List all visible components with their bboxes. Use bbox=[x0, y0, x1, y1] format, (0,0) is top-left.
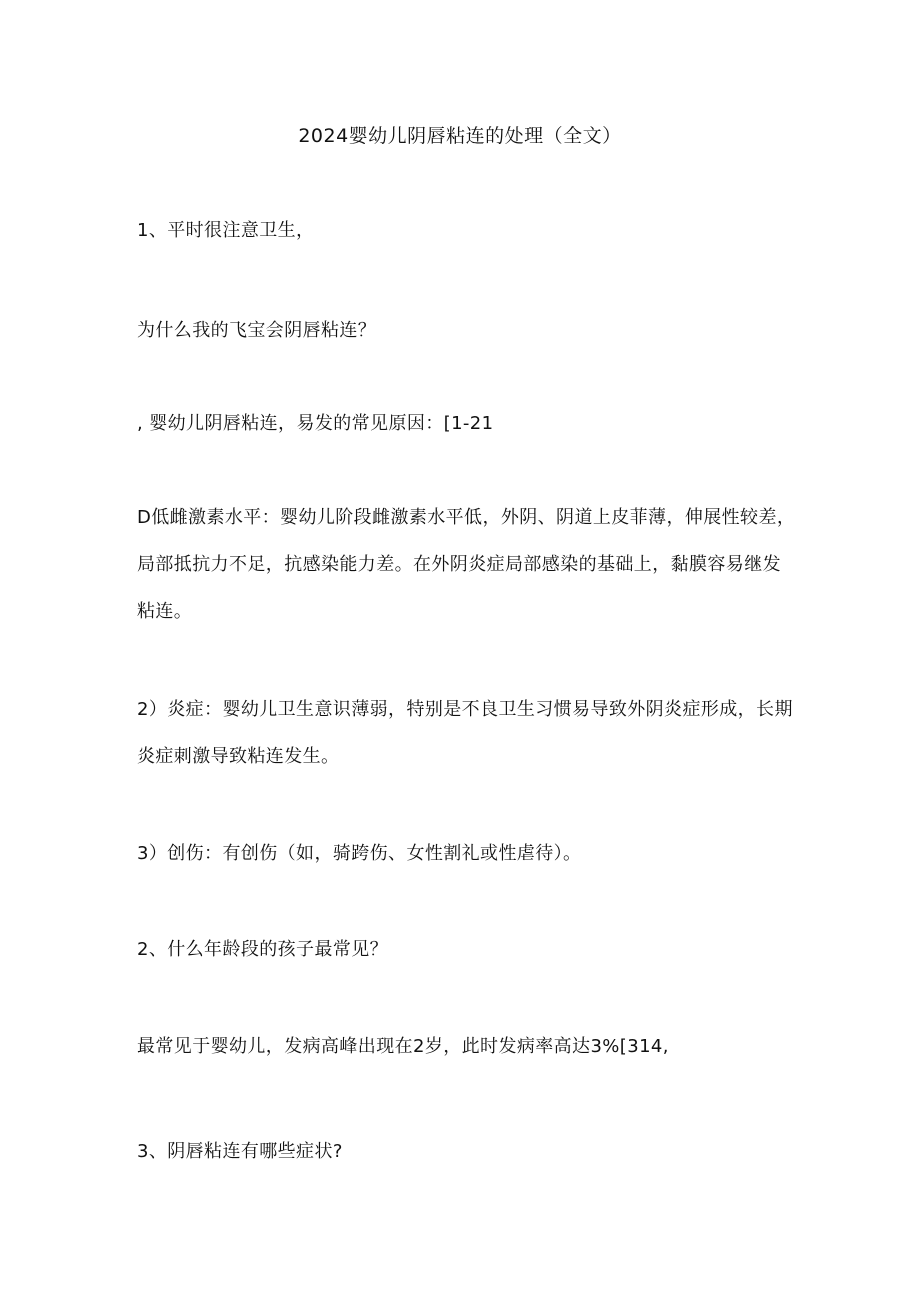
paragraph-question: 为什么我的飞宝会阴唇粘连？ bbox=[137, 320, 377, 341]
document-title: 2024婴幼儿阴唇粘连的处理（全文） bbox=[298, 125, 622, 147]
paragraph-cause-estrogen: D低雌激素水平：婴幼儿阶段雌激素水平低，外阴、阴道上皮菲薄，伸展性较差，局部抵抗力不足，抗感染能力差。在外阴炎症局部感染的基础上，黏膜容易继发粘连。 bbox=[137, 507, 796, 622]
paragraph-cause-inflammation: 2）炎症：婴幼儿卫生意识薄弱，特别是不良卫生习惯易导致外阴炎症形成，长期炎症刺激导致粘连发生。 bbox=[137, 699, 793, 767]
paragraph-cause-trauma: 3）创伤：有创伤（如，骑跨伤、女性割礼或性虐待）。 bbox=[137, 843, 582, 864]
heading-3: 3、阴唇粘连有哪些症状? bbox=[137, 1141, 343, 1162]
heading-2: 2、什么年龄段的孩子最常见？ bbox=[137, 939, 389, 960]
paragraph-causes-intro: , 婴幼儿阴唇粘连，易发的常见原因：[1-21 bbox=[137, 413, 494, 434]
paragraph-age: 最常见于婴幼儿，发病高峰出现在2岁，此时发病率高达3%[314, bbox=[137, 1036, 669, 1057]
heading-1: 1、平时很注意卫生， bbox=[137, 220, 315, 241]
